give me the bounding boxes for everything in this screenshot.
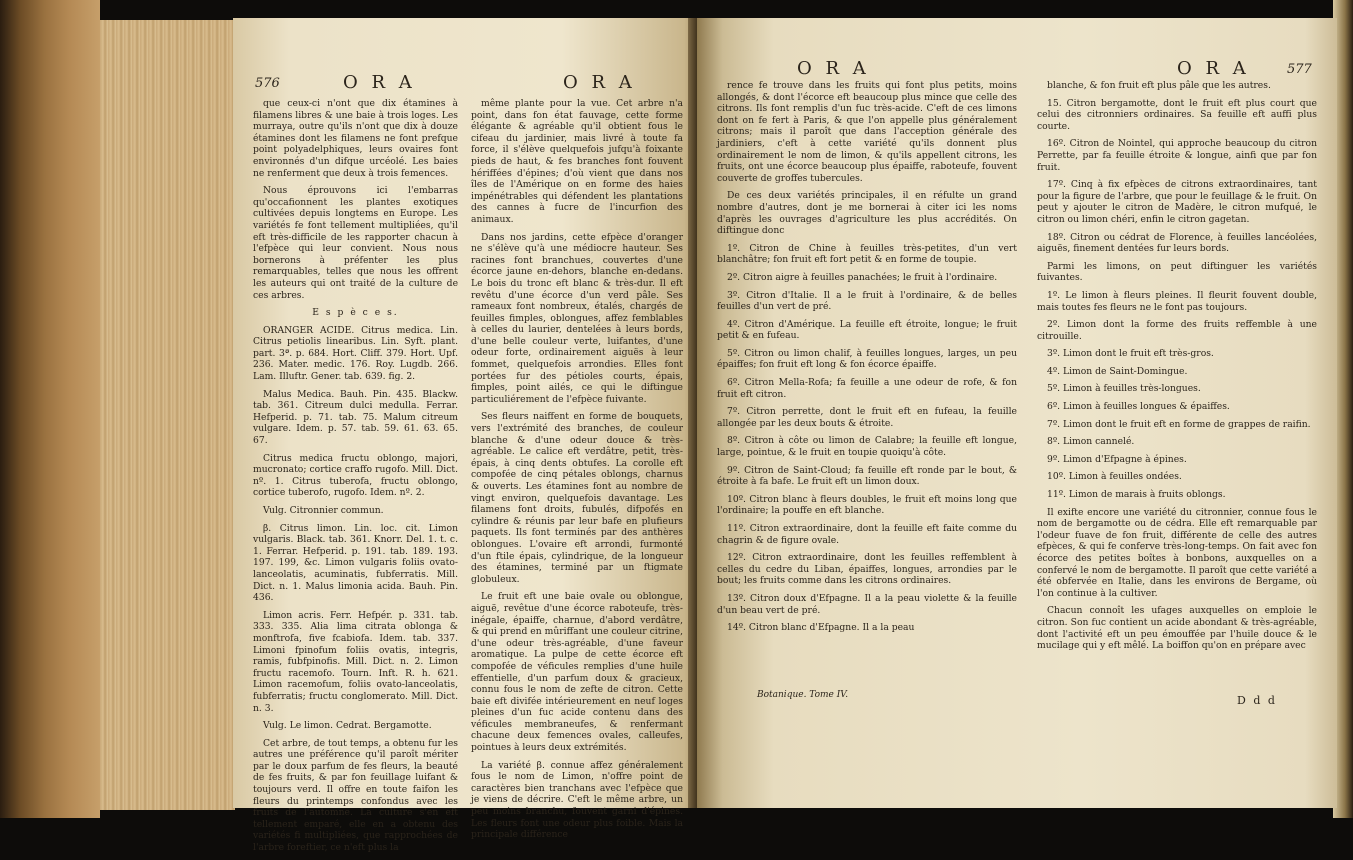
left-column-1 (253, 98, 458, 860)
paragraph: Nous éprouvons ici l'embarras qu'occafionnent les plantes exotiques cultivées depuis longtems en Europe. Les variétés fe font tellement multipliées, qu'il eft très-difficile de les rapporter chacun à l'efpèce qui leur convient. Nous nous bornerons à préfenter les plus remarquables, telles que nous les offrent les auteurs qui ont traité de la culture de ces arbres. (253, 185, 458, 301)
signature-mark: D d d (1237, 694, 1277, 707)
page-number-left: 576 (255, 76, 280, 91)
paragraph: 2º. Citron aigre à feuilles panachées; le fruit à l'ordinaire. (727, 271, 998, 283)
running-header-right: O R A (797, 58, 870, 79)
paragraph: 7º. Citron perrette, dont le fruit eft en fufeau, la feuille allongée par les deux bouts & étroite. (717, 406, 1017, 429)
paragraph: 6º. Citron Mella-Rofa; fa feuille a une odeur de rofe, & fon fruit eft citron. (717, 377, 1017, 400)
paragraph: 1º. Citron de Chine à feuilles très-petites, d'un vert blanchâtre; fon fruit eft fort petit & en forme de toupie. (717, 242, 1017, 266)
paragraph: 18º. Citron ou cédrat de Florence, à feuilles lancéolées, aiguës, finement dentées fur leurs bords. (1037, 231, 1317, 255)
paragraph: Citrus medica fructu oblongo, majori, mucronato; cortice craffo rugofo. Mill. Dict. nº. 1. Citrus tuberofa, fructu oblongo, cortice tuberofo, rugofo. Idem. nº. 2. (253, 452, 458, 499)
page-number-right: 577 (1287, 62, 1312, 77)
paragraph: 8º. Limon cannelé. (1047, 436, 1135, 448)
paragraph: même plante pour la vue. Cet arbre n'a point, dans fon état fauvage, cette forme élégante & agréable qu'il obtient fous le cifeau du jardinier, mais livré à toute fa force, il s'élève quelquefois jufqu'à foixante pieds de haut, & fes branches font fouvent hériffées d'épines; d'où vient que dans nos îles de l'Amérique on en forme des haies impénétrables qui défendent les plantations des cannes à fucre de l'incurfion des animaux. (471, 98, 683, 225)
paragraph: 11º. Citron extraordinaire, dont la feuille eft faite comme du chagrin & de figure ovale. (717, 523, 1017, 546)
paragraph: Vulg. Citronnier commun. (263, 505, 384, 516)
paragraph: ORANGER ACIDE. Citrus medica. Lin. Citrus petiolis linearibus. Lin. Syft. plant. part. 3ª. p. 684. Hort. Cliff. 379. Hort. Upf. 236. Mater. medic. 176. Roy. Lugdb. 266. Lam. Illuftr. Gener. tab. 639. fig. 2. (253, 324, 458, 383)
left-page (233, 18, 703, 854)
paragraph: 4º. Citron d'Amérique. La feuille eft étroite, longue; le fruit petit & en fufeau. (717, 318, 1017, 342)
paragraph: 14º. Citron blanc d'Efpagne. Il a la peau (727, 622, 915, 634)
paragraph: 9º. Limon d'Efpagne à épines. (1047, 453, 1187, 465)
paragraph: 11º. Limon de marais à fruits oblongs. (1047, 489, 1226, 501)
paragraph: Dans nos jardins, cette efpèce d'oranger ne s'élève qu'à une médiocre hauteur. Ses racines font branchues, couvertes d'une écorce jaune en-dehors, blanche en-dedans. Le bois du tronc eft blanc & très-dur. Il eft revêtu d'une écorce d'un verd pâle. Ses rameaux font nombreux, étalés, chargés de feuilles fimples, oblongues, affez femblables à celles du laurier, dentelées à leurs bords, d'une belle couleur verte, luifantes, d'une odeur forte, ordinairement aiguës à leur fommet, quelquefois arrondies. Elles font portées fur des pétioles courts, épais, fimples, point ailés, ce qui le diftingue particuliérement de l'efpèce fuivante. (471, 231, 683, 405)
paragraph: 3º. Citron d'Italie. Il a le fruit à l'ordinaire, & de belles feuilles d'un vert de pré. (717, 289, 1017, 313)
paragraph: 16º. Citron de Nointel, qui approche beaucoup du citron Perrette, par fa feuille étroite & longue, ainfi que par fon fruit. (1037, 138, 1317, 173)
paragraph: 10º. Citron blanc à fleurs doubles, le fruit eft moins long que l'ordinaire; la pouffe en eft blanche. (717, 493, 1017, 517)
right-page (697, 18, 1337, 808)
paragraph: 4º. Limon de Saint-Domingue. (1047, 365, 1188, 377)
paragraph: La variété β. connue affez généralement fous le nom de Limon, n'offre point de caractères bien tranchans avec l'efpèce que je viens de décrire. C'eft le même arbre, un peu moins branchu, fouvent garni d'épines. Les fleurs font une odeur plus foible. Mais la principale différence (471, 759, 683, 841)
paragraph: Malus Medica. Bauh. Pin. 435. Blackw. tab. 361. Citreum dulci medulla. Ferrar. Hefperid. p. 71. tab. 75. Malum citreum vulgare. Idem. p. 57. tab. 59. 61. 63. 65. 67. (253, 388, 458, 447)
paragraph: 12º. Citron extraordinaire, dont les feuilles reffemblent à celles du cedre du Liban, épaiffes, longues, arrondies par le bout; les fruits comme dans les citrons ordinaires. (717, 552, 1017, 587)
paragraph: Il exifte encore une variété du citronnier, connue fous le nom de bergamotte ou de cédra. Elle eft remarquable par l'odeur fuave de fon fruit, différente de celle des autres efpèces, & qui fe conferve très-long-temps. On fait avec fon écorce des petites boîtes à bonbons, auxquelles on a confervé le nom de bergamotte. Il paroît que cette variété a été obfervée en Italie, dans les environs de Bergame, où l'on continue à la cultiver. (1037, 506, 1317, 599)
book-edge-left (0, 0, 100, 818)
paragraph: 10º. Limon à feuilles ondées. (1047, 471, 1182, 483)
footer-volume: Botanique. Tome IV. (757, 690, 849, 700)
right-column-1 (717, 80, 1017, 640)
running-header-left-2: O R A (563, 72, 636, 93)
paragraph: Le fruit eft une baie ovale ou oblongue, aiguë, revêtue d'une écorce raboteufe, très-inégale, épaiffe, charnue, d'abord verdâtre, & qui prend en mûriffant une couleur citrine, d'une odeur très-agréable, d'une faveur aromatique. La pulpe de cette écorce eft compofée de véficules remplies d'une huile effentielle, d'un parfum doux & gracieux, connu fous le nom de zefte de citron. Cette baie eft divifée intérieurement en neuf loges pleines d'un fuc acide contenu dans des véficules membraneufes, & renfermant chacune deux femences ovales, calleufes, pointues à leurs deux extrémités. (471, 591, 683, 754)
paragraph: 3º. Limon dont le fruit eft très-gros. (1047, 348, 1214, 360)
paragraph: β. Citrus limon. Lin. loc. cit. Limon vulgaris. Black. tab. 361. Knorr. Del. 1. t. c. 1. Ferrar. Hefperid. p. 191. tab. 189. 193. 197. 199, &c. Limon vulgaris foliis ovato-lanceolatis, acuminatis, fubferratis. Mill. Dict. n. 1. Malus limonia acida. Bauh. Pin. 436. (253, 522, 458, 604)
paragraph: 5º. Citron ou limon chalif, à feuilles longues, larges, un peu épaiffes; fon fruit eft long & fon écorce épaiffe. (717, 347, 1017, 371)
running-header-right-2: O R A (1177, 58, 1250, 79)
paragraph: 1º. Le limon à fleurs pleines. Il fleurit fouvent double, mais toutes fes fleurs ne le font pas toujours. (1037, 289, 1317, 313)
paragraph: 2º. Limon dont la forme des fruits reffemble à une citrouille. (1037, 319, 1317, 342)
paragraph: blanche, & fon fruit eft plus pâle que les autres. (1047, 80, 1271, 91)
page-stack-left (100, 20, 235, 810)
paragraph: Parmi les limons, on peut diftinguer les variétés fuivantes. (1037, 260, 1317, 284)
paragraph: 6º. Limon à feuilles longues & épaiffes. (1047, 401, 1230, 413)
paragraph: Limon acris. Ferr. Hefpér. p. 331. tab. 333. 335. Alia lima citrata oblonga & monftrofa, five fcabiofa. Idem. tab. 337. Limoni fpinofum foliis ovatis, integris, ramis, fubfpinofis. Mill. Dict. n. 2. Limon fructu racemofo. Tourn. Inft. R. h. 621. Limon racemofum, foliis ovato-lanceolatis, fubferratis; fructu conglomerato. Mill. Dict. n. 3. (253, 609, 458, 714)
paragraph: que ceux-ci n'ont que dix étamines à filamens libres & une baie à trois loges. Les murraya, outre qu'ils n'ont que dix à douze étamines dont les filamens ne font prefque point polyadelphiques, leurs ovaires font environnés d'un difque urcéolé. Les baies ne renferment que deux à trois femences. (253, 98, 458, 179)
paragraph: 17º. Cinq à fix efpèces de citrons extraordinaires, tant pour la figure de l'arbre, que pour le feuillage & le fruit. On peut y ajouter le citron de Madère, le citron mufqué, le citron ou limon chéri, enfin le citron gagetan. (1037, 179, 1317, 225)
paragraph: 7º. Limon dont le fruit eft en forme de grappes de raifin. (1047, 418, 1311, 430)
paragraph: rence fe trouve dans les fruits qui font plus petits, moins allongés, & dont l'écorce eft beaucoup plus mince que celle des citrons. Ils font remplis d'un fuc très-acide. C'eft de ces limons dont on fe fert à Paris, & que l'on appelle plus généralement citrons; mais il paroît que dans l'acception générale des jardiniers, c'eft à cette variété qu'ils donnent plus ordinairement le nom de limon, & qu'ils appellent citrons, les fruits, ont une écorce beaucoup plus épaiffe, raboteufe, fouvent couverte de groffes tubercules. (717, 80, 1017, 184)
paragraph: Cet arbre, de tout temps, a obtenu fur les autres une préférence qu'il paroît mériter par le doux parfum de fes fleurs, la beauté de fes fruits, & par fon feuillage luifant & toujours verd. Il offre en toute faifon les fleurs du printemps confondus avec les fruits de l'automne. La culture s'en eft tellement emparé, elle en a obtenu des variétés fi multipliées, que rapprochées de l'arbre foreftier, ce n'eft plus la (253, 737, 458, 854)
paragraph: De ces deux variétés principales, il en réfulte un grand nombre d'autres, dont je me bornerai à citer ici les noms d'après les ouvrages d'agriculture les plus accrédités. On diftingue donc (717, 190, 1017, 237)
paragraph: Vulg. Le limon. Cedrat. Bergamotte. (263, 720, 432, 732)
paragraph: 13º. Citron doux d'Efpagne. Il a la peau violette & la feuille d'un beau vert de pré. (717, 592, 1017, 616)
paragraph: Ses fleurs naiffent en forme de bouquets, vers l'extrémité des branches, de couleur blanche & d'une odeur douce & très-agréable. Le calice eft verdâtre, petit, très-épais, à cinq dents obtufes. La corolle eft compofée de cinq pétales oblongs, charnus & ouverts. Les étamines font au nombre de vingt environ, quelquefois davantage. Les filamens font droits, fubulés, difpofés en cylindre & réunis par leur bafe en plufieurs paquets. Ils font terminés par des anthères oblongues. L'ovaire eft arrondi, furmonté d'un ftile épais, cylindrique, de la longueur des étamines, terminé par un ftigmate globuleux. (471, 411, 683, 585)
paragraph: 5º. Limon à feuilles très-longues. (1047, 383, 1201, 395)
paragraph: 8º. Citron à côte ou limon de Calabre; la feuille eft longue, large, pointue, & le fruit en toupie quoiqu'à côte. (717, 435, 1017, 459)
paragraph: 9º. Citron de Saint-Cloud; fa feuille eft ronde par le bout, & étroite à fa bafe. Le fruit eft un limon doux. (717, 464, 1017, 488)
paragraph: 15. Citron bergamotte, dont le fruit eft plus court que celui des citronniers ordinaires. Sa feuille eft auffi plus courte. (1037, 97, 1317, 132)
running-header-left: O R A (343, 72, 416, 93)
paragraph: Chacun connoît les ufages auxquelles on emploie le citron. Son fuc contient un acide abondant & très-agréable, dont l'activité eft un peu émouffée par l'huile douce & le mucilage qui y eft mêlé. La boiffon qu'on en prépare avec (1037, 605, 1317, 652)
paragraph: E s p è c e s. (312, 307, 399, 319)
right-column-2 (1037, 80, 1317, 658)
left-column-2 (471, 98, 683, 847)
